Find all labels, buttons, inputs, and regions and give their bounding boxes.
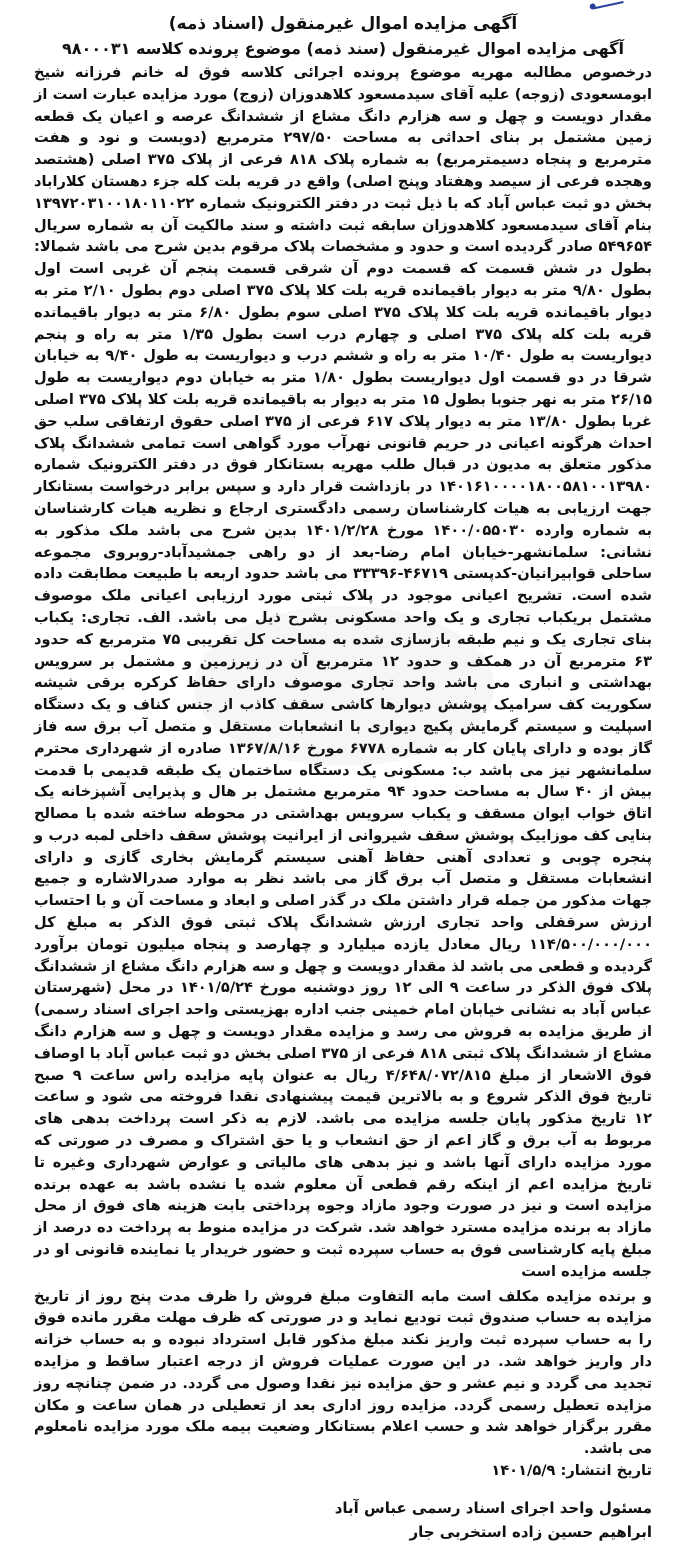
signature-block [34,1496,652,1544]
notice-title: آگهی مزایده اموال غیرمنقول (اسناد ذمه) [168,14,518,34]
signature-role: مسئول واحد اجرای اسناد رسمی عباس آباد [334,1498,652,1517]
auction-notice [34,6,653,1541]
notice-subtitle: آگهی مزایده اموال غیرمنقول (سند ذمه) موضوع پرونده کلاسه ۹۸۰۰۰۳۱ [62,39,624,58]
notice-body-part1: درخصوص مطالبه مهریه موضوع پرونده اجرائی کلاسه فوق له خانم فرزانه شیخ ابومسعودی (زوجه) علیه آقای سیدمسعود کلاهدوزان (زوج) مورد مزایده عبارت است از مقدار دویست و چهل و سه هزارم دانگ مشاع از ششدانگ عرصه و اعیان یک قطعه زمین مشتمل بر بنای احداثی به مساحت ۲۹۷/۵۰ مترمربع (دویست و نود و هفت مترمربع و پنجاه دسیمترمربع) به شماره پلاک ۸۱۸ فرعی از پلاک ۳۷۵ اصلی (هشتصد وهجده فرعی از سیصد وهفتاد وپنج اصلی) واقع در قریه بلت کله جزء دهستان کلاراباد بخش دو ثبت عباس آباد که با ذیل ثبت در دفتر الکترونیک شماره ۱۳۹۷۲۰۳۱۰۰۱۸۰۱۱۰۲۲ بنام آقای سیدمسعود کلاهدوزان سابقه ثبت داشته و سند مالکیت آن به شماره سریال ۵۴۹۶۵۴ صادر گردیده است و حدود و مشخصات پلاک مرقوم بدین شرح می باشد شمالا: بطول در شش قسمت که قسمت دوم آن شرقی قسمت پنجم آن غربی است اول بطول ۹/۸۰ متر به دیوار باقیمانده قریه بلت کلا پلاک ۳۷۵ اصلی دوم بطول ۲/۱۰ متر به دیوار باقیمانده قریه بلت کلا پلاک ۳۷۵ اصلی سوم بطول ۶/۸۰ متر به دیوار باقیمانده قریه بلت کله پلاک ۳۷۵ اصلی و چهارم درب است بطول ۱/۳۵ متر به راه و پنجم دیواریست به طول ۱۰/۴۰ متر به راه و ششم درب و دیواریست به طول ۹/۴۰ به خیابان شرقا در دو قسمت اول دیواریست بطول ۱/۸۰ متر به خیابان دوم دیواریست به طول ۲۶/۱۵ متر به نهر جنوبا بطول ۱۵ متر به دیوار به باقیمانده قریه بلت کلا پلاک ۳۷۵ اصلی غربا بطول ۱۳/۸۰ متر به دیوار پلاک ۶۱۷ فرعی از ۳۷۵ اصلی حقوق ارتفاقی سلب حق احداث هرگونه اعیانی در حریم قانونی نهرآب مورد گواهی است تمامی ششدانگ پلاک مذکور متعلق به مدیون در قبال طلب مهریه بستانکار فوق در دفتر الکترونیک شماره ۱۴۰۱۶۱۰۰۰۰۱۸۰۰۵۸۱۰۰۱۳۹۸۰ در بازداشت قرار دارد و سپس برابر درخواست بستانکار جهت ارزیابی به هیات کارشناسان رسمی دادگستری ارجاع و نظریه هیات کارشناسان به شماره وارده ۱۴۰۰/۰۵۵۰۳۰ مورخ ۱۴۰۱/۲/۲۸ بدین شرح می باشد ملک مذکور به نشانی: سلمانشهر-خیابان امام رضا-بعد از دو راهی جمشیدآباد-روبروی مجموعه ساحلی قوابیرانیان-کدپستی ۴۶۷۱۹-۳۳۳۹۶ می باشد حدود اربعه با طبیعت مطابقت داده شده است. تشریح اعیانی موجود در پلاک ثبتی مورد ارزیابی اعیانی ملک موصوف مشتمل بریکباب تجاری و یک واحد مسکونی بشرح ذیل می باشد. الف. تجاری: یکباب بنای تجاری یک و نیم طبقه بازسازی شده به مساحت کل تقریبی ۷۵ مترمربع که حدود ۶۳ مترمربع آن در همکف و حدود ۱۲ مترمربع آن در زیرزمین و مشتمل بر سرویس بهداشتی و انباری می باشد واحد تجاری موصوف دارای حفاظ کرکره برقی شیشه سکوریت کف سرامیک پوشش دیوارها کاشی سقف کاذب از جنس کناف و یک دستگاه اسپلیت و سیستم گرمایش پکیج دیواری با انشعابات مستقل و متصل آب برق سه فاز گاز بوده و دارای پایان کار به شماره ۶۷۷۸ مورخ ۱۳۶۷/۸/۱۶ صادره از شهرداری محترم سلمانشهر نیز می باشد ب: مسکونی یک دستگاه ساختمان یک طبقه قدیمی با قدمت بیش از ۴۰ سال به مساحت حدود ۹۴ مترمربع مشتمل بر هال و پذیرایی آشپزخانه یک اتاق خواب ایوان مسقف و یکباب سرویس بهداشتی در محوطه ساخته شده با مصالح بنایی کف موزاییک پوشش سقف شیروانی از ایرانیت پوشش سقف داخلی لمبه درب و پنجره چوبی و تعدادی آهنی حفاظ آهنی سیستم گرمایش بخاری گازی و دارای انشعابات مستقل و متصل آب برق گاز می باشد نظر به موارد صدرالاشاره و جمیع جهات مذکور من جمله قرار داشتن ملک در گذر اصلی و ابعاد و مساحت آن و با احتساب ارزش سرقفلی واحد تجاری ارزش ششدانگ پلاک ثبتی فوق الذکر به مبلغ کل ۱۱۴/۵۰۰/۰۰۰/۰۰۰ ریال معادل یازده میلیارد و چهارصد و پنجاه میلیون تومان برآورد گردیده و قطعی می باشد لذ مقدار دویست و چهل و سه هزارم دانگ مشاع از ششدانگ پلاک فوق الذکر در ساعت ۹ الی ۱۲ روز دوشنبه مورخ ۱۴۰۱/۵/۲۴ در محل (شهرستان عباس آباد به نشانی خیابان امام خمینی جنب اداره بهزیستی واحد اجرای اسناد رسمی) از طریق مزایده به فروش می رسد و مزایده مقدار دویست و چهل و سه هزارم دانگ مشاع از ششدانگ پلاک ثبتی ۸۱۸ فرعی از ۳۷۵ اصلی بخش دو ثبت عباس آباد با اوصاف فوق الاشعار از مبلغ ۴/۶۴۸/۰۷۲/۸۱۵ ریال به عنوان پایه مزایده راس ساعت ۹ صبح تاریخ فوق الذکر شروع و به بالاترین قیمت پیشنهادی نقدا فروخته می شود و ساعت ۱۲ تاریخ مذکور پایان جلسه مزایده می باشد. لازم به ذکر است پرداخت بدهی های مربوط به آب برق و گاز اعم از حق انشعاب و یا حق اشتراک و مصرف در صورتی که مورد مزایده دارای آنها باشد و نیز بدهی های مالیاتی و عوارض شهرداری وغیره تا تاریخ مزایده اعم از اینکه رقم قطعی آن معلوم شده یا نشده باشد به عهده برنده مزایده است و نیز در صورت وجود مازاد وجوه پرداختی بابت هزینه های فوق از محل مازاد به برنده مزایده مسترد خواهد شد. شرکت در مزایده منوط به پرداخت ده درصد از مبلغ پایه کارشناسی فوق به حساب سپرده ثبت و حضور خریدار یا نماینده قانونی او در جلسه مزایده است [34,64,653,1280]
publish-date: تاریخ انتشار: ۱۴۰۱/۵/۹ [491,1462,652,1479]
notice-body-part2: و برنده مزایده مکلف است مابه التفاوت مبلغ فروش را ظرف مدت پنج روز از تاریخ مزایده به حساب صندوق ثبت تودیع نماید و در صورتی که ظرف مهلت مقرر مانده فوق را به حساب سپرده ثبت واریز نکند مبلغ مذکور قابل استرداد نبوده و به حساب خزانه دار واریز خواهد شد. در این صورت عملیات فروش از درجه اعتبار ساقط و مزایده تجدید می گردد و نیم عشر و حق مزایده نیز نقدا وصول می گردد. در ضمن چنانچه روز مزایده تعطیل رسمی گردد. مزایده روز اداری بعد از تعطیلی در همان ساعت و مکان مقرر برگزار خواهد شد و حسب اعلام بستانکار وضعیت بیمه ملک مورد مزایده نامعلوم می باشد. [34,1287,652,1458]
signature-name: ابراهیم حسین زاده استخربی جار [409,1522,652,1541]
faint-stamp-watermark [194,606,494,766]
